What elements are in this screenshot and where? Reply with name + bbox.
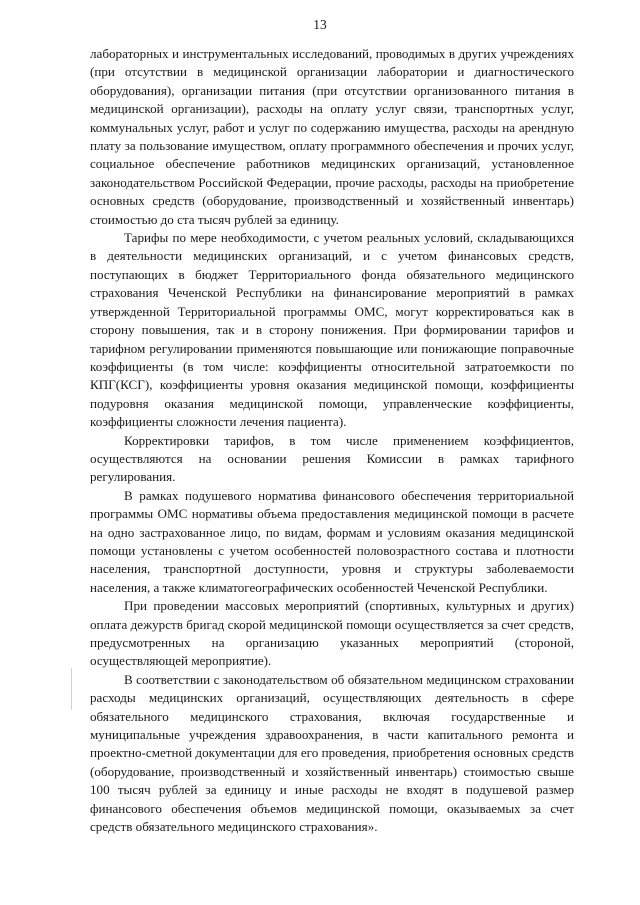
paragraph-tariff-adjustments: Корректировки тарифов, в том числе применением коэффициентов, осуществляются на основании решения Комиссии в рамках тарифного регулирования. bbox=[90, 432, 574, 485]
paragraph-legislation: В соответствии с законодательством об обязательном медицинском страховании расходы медицинских организаций, осуществляющих деятельность в сфере обязательного медицинского страхования, включая государственные и муниципальные учреждения здравоохранения, в части капитального ремонта и проектно-сметной документации для его проведения, приобретения основных средств (оборудование, производственный и хозяйственный инвентарь) стоимостью свыше 100 тысяч рублей за единицу и иные расходы не входят в подушевой размер финансового обеспечения объемов медицинской помощи, оказываемых за счет средств обязательного медицинского страхования». bbox=[90, 671, 574, 835]
margin-mark bbox=[71, 668, 72, 710]
page-number: 13 bbox=[313, 17, 327, 32]
paragraph-tariffs: Тарифы по мере необходимости, с учетом реальных условий, складывающихся в деятельности медицинских организаций, и с учетом финансовых средств, поступающих в бюджет Территориального фонда обязательного медицинского страхования Чеченской Республики на финансирование мероприятий в рамках утвержденной Территориальной программы ОМС, могут корректироваться как в сторону повышения, так и в сторону понижения. При формировании тарифов и тарифном регулировании применяются повышающие или понижающие поправочные коэффициенты (в том числе: коэффициенты относительной затратоемкости по КПГ(КСГ), коэффициенты уровня оказания медицинской помощи, коэффициенты подуровня оказания медицинской помощи, управленческие коэффициенты, коэффициенты сложности лечения пациента). bbox=[90, 230, 574, 430]
paragraph-mass-events: При проведении массовых мероприятий (спортивных, культурных и других) оплата дежурств бригад скорой медицинской помощи осуществляется за счет средств, предусмотренных на организацию указанных мероприятий (стороной, осуществляющей мероприятие). bbox=[90, 598, 574, 669]
paragraph-per-capita-norms: В рамках подушевого норматива финансового обеспечения территориальной программы ОМС нормативы объема предоставления медицинской помощи в расчете на одно застрахованное лицо, по видам, формам и условиям оказания медицинской помощи установлены с учетом особенностей половозрастного состава и плотности населения, транспортной доступности, уровня и структуры заболеваемости населения, а также климатогеографических особенностей Чеченской Республики. bbox=[90, 487, 574, 595]
document-body bbox=[90, 45, 574, 836]
paragraph-continued: лабораторных и инструментальных исследований, проводимых в других учреждениях (при отсутствии в медицинской организации лаборатории и диагностического оборудования), организации питания (при отсутствии организованного питания в медицинской организации), расходы на оплату услуг связи, транспортных услуг, коммунальных услуг, работ и услуг по содержанию имущества, расходы на арендную плату за пользование имуществом, оплату программного обеспечения и прочих услуг, социальное обеспечение работников медицинских организаций, установленное законодательством Российской Федерации, прочие расходы, расходы на приобретение основных средств (оборудование, производственный и хозяйственный инвентарь) стоимостью до ста тысяч рублей за единицу. bbox=[90, 46, 574, 227]
